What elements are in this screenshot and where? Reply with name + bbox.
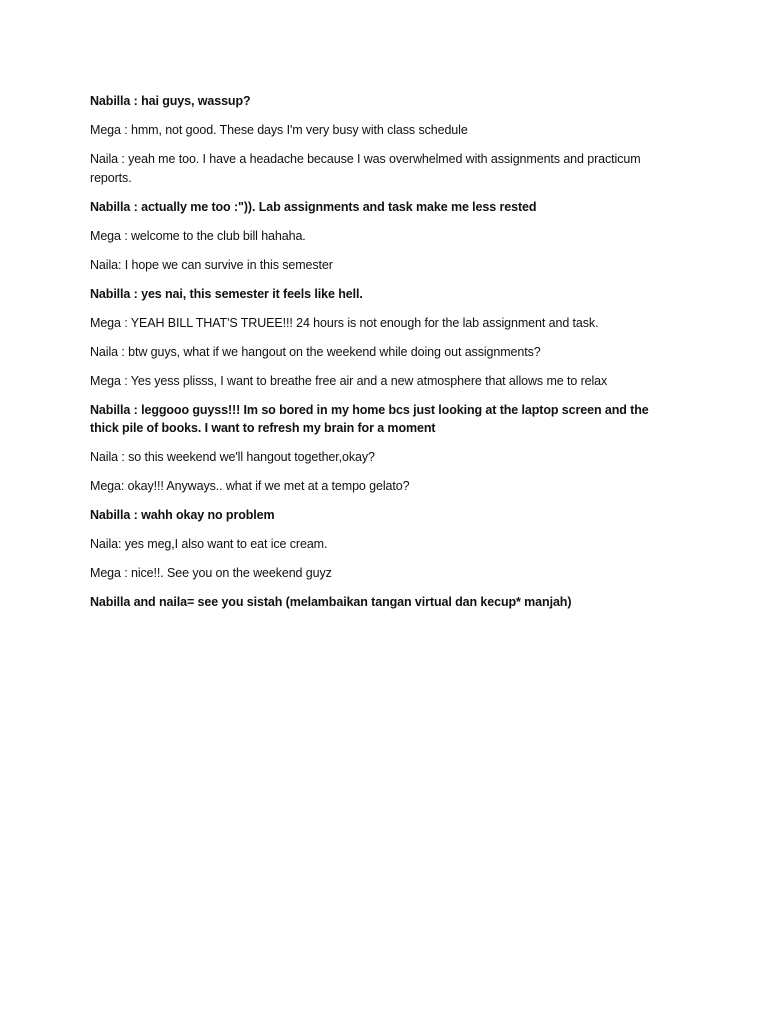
dialogue-line: Naila: yes meg,I also want to eat ice cream.: [90, 537, 328, 551]
dialogue-line: Nabilla : hai guys, wassup?: [90, 94, 251, 108]
dialogue-line: Mega : YEAH BILL THAT'S TRUEE!!! 24 hours is not enough for the lab assignment and task.: [90, 315, 599, 330]
dialogue-text: [90, 92, 680, 622]
dialogue-line: Nabilla and naila= see you sistah (melambaikan tangan virtual dan kecup* manjah): [90, 595, 572, 609]
dialogue-line: Naila : yeah me too. I have a headache because I was overwhelmed with assignments and practicum reports.: [90, 152, 641, 185]
dialogue-line: Nabilla : leggooo guyss!!! Im so bored in my home bcs just looking at the laptop screen and the thick pile of books. I want to refresh my brain for a moment: [90, 402, 649, 435]
dialogue-line: Mega: okay!!! Anyways.. what if we met at a tempo gelato?: [90, 479, 410, 493]
dialogue-line: Mega : hmm, not good. These days I'm very busy with class schedule: [90, 123, 468, 137]
dialogue-line: Naila: I hope we can survive in this semester: [90, 257, 333, 272]
dialogue-line: Mega : Yes yess plisss, I want to breathe free air and a new atmosphere that allows me to relax: [90, 373, 608, 388]
dialogue-line: Nabilla : actually me too :")). Lab assignments and task make me less rested: [90, 199, 537, 214]
dialogue-line: Mega : welcome to the club bill hahaha.: [90, 228, 306, 243]
dialogue-line: Naila : so this weekend we'll hangout together,okay?: [90, 450, 375, 464]
dialogue-line: Naila : btw guys, what if we hangout on the weekend while doing out assignments?: [90, 344, 541, 359]
dialogue-line: Nabilla : yes nai, this semester it feels like hell.: [90, 286, 363, 301]
dialogue-line: Mega : nice!!. See you on the weekend guyz: [90, 566, 332, 580]
dialogue-line: Nabilla : wahh okay no problem: [90, 508, 275, 522]
